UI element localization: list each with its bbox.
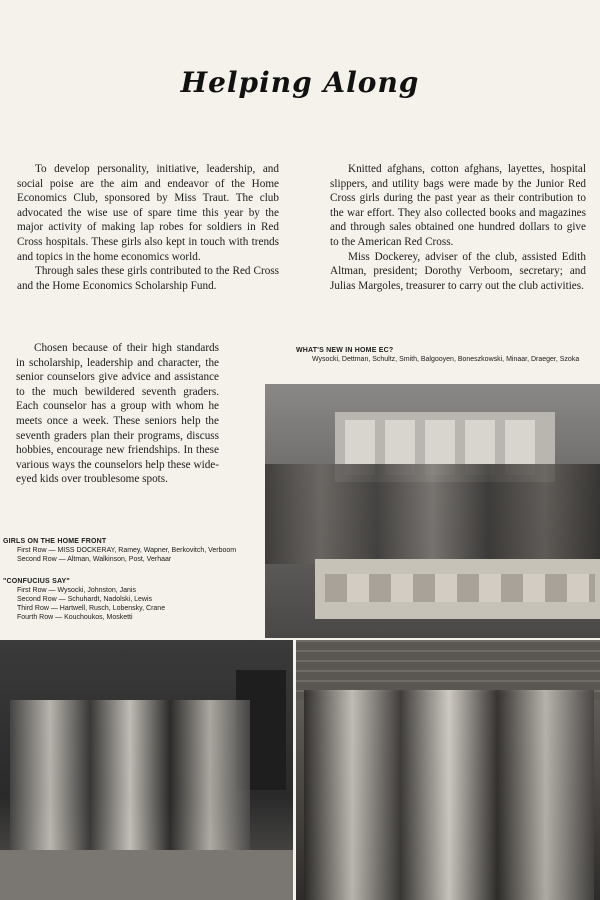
home-ec-caption — [296, 346, 596, 364]
girls-home-front-caption — [3, 537, 265, 564]
home-ec-caption-names: Wysocki, Dettman, Schultz, Smith, Balgooyen, Boneszkowski, Minaar, Draeger, Szoka — [312, 356, 580, 363]
caption-row: Third Row — Hartwell, Rusch, Lobensky, Crane — [17, 605, 166, 612]
girls-home-front-heading: GIRLS ON THE HOME FRONT — [3, 538, 107, 545]
caption-row: First Row — Wysocki, Johnston, Janis — [17, 587, 136, 594]
confucius-heading: "CONFUCIUS SAY" — [3, 578, 70, 585]
counselors-photo — [0, 640, 293, 900]
red-cross-photo — [296, 640, 600, 900]
caption-row: Second Row — Altman, Walkinson, Post, Verhaar — [17, 556, 172, 563]
caption-row: Second Row — Schuhardt, Nadolski, Lewis — [17, 596, 153, 603]
counselor-article — [16, 341, 219, 487]
caption-row: First Row — MISS DOCKERAY, Ramey, Wapner, Berkovitch, Verboom — [17, 547, 237, 554]
red-cross-paragraph-1: Knitted afghans, cotton afghans, layettes, hospital slippers, and utility bags were made by the Junior Red Cross girls during the past year as their contribution to the war effort. They also collected books and magazines and through sales obtained one hundred dollars to give to the American Red Cross. — [330, 163, 586, 248]
counselor-paragraph: Chosen because of their high standards in scholarship, leadership and character, the senior counselors give advice and assistance to the much bewildered seventh graders. Each counselor has a group with whom he meets once a week. These seniors help the seventh graders plan their programs, discuss hobbies, encourage new friendships. In these various ways the counselors help these wide-eyed kids over troublesome spots. — [16, 342, 219, 486]
red-cross-paragraph-2: Miss Dockerey, adviser of the club, assisted Edith Altman, president; Dorothy Verboom, secretary; and Julias Margoles, treasurer to carry out the club activities. — [330, 250, 586, 292]
confucius-caption — [3, 577, 265, 622]
page-title: Helping Along — [180, 66, 420, 99]
home-ec-paragraph-2: Through sales these girls contributed to the Red Cross and the Home Economics Scholarship Fund. — [17, 265, 279, 292]
red-cross-article — [330, 162, 586, 293]
caption-row: Fourth Row — Kouchoukos, Mosketti — [17, 614, 133, 621]
group-of-students — [10, 700, 250, 850]
home-ec-caption-heading: WHAT'S NEW IN HOME EC? — [296, 347, 394, 354]
home-ec-photo — [265, 384, 600, 638]
group-of-girls — [265, 464, 600, 564]
group-of-students — [304, 690, 594, 900]
home-ec-article — [17, 162, 279, 293]
home-ec-paragraph-1: To develop personality, initiative, leadership, and social poise are the aim and endeavor of the Home Economics Club, sponsored by Miss Traut. The club advocated the wise use of spare time this year by the major activity of making lap robes for soldiers in Red Cross hospitals. These girls also kept in touch with trends and topics in the home economics world. — [17, 163, 279, 263]
